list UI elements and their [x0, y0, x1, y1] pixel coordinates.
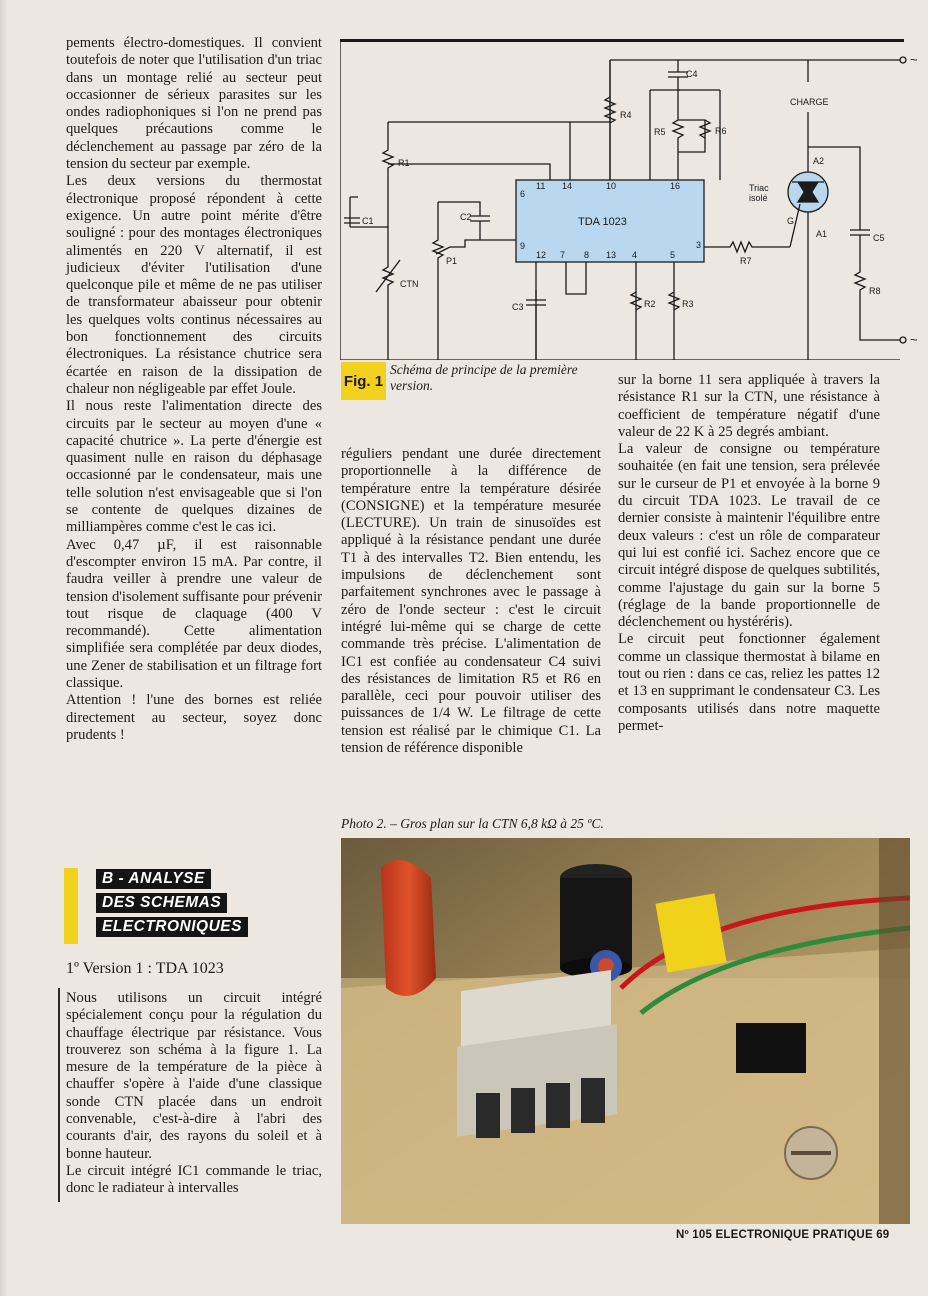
section-marker	[64, 868, 78, 944]
section-heading-line-3: ELECTRONIQUES	[96, 917, 248, 937]
circuit-schematic	[340, 42, 928, 360]
paragraph: Nous utilisons un circuit intégré spécialement conçu pour la régulation du chauffage électrique par résistance. Vous trouverez son schéma à la figure 1. La mesure de la température de la pièce à chauffer s'opère à l'aide d'une classique sonde CTN placée dans un endroit convenable, c'est-à-dire à l'abri des courants d'air, des rayons du soleil et à bonne hauteur.	[66, 990, 322, 1162]
svg-text:R7: R7	[740, 256, 752, 266]
svg-text:A2: A2	[813, 156, 825, 166]
paragraph: Attention ! l'une des bornes est reliée directement au secteur, soyez donc prudents !	[66, 692, 322, 743]
svg-text:C2: C2	[460, 212, 472, 222]
photo-caption: Photo 2. – Gros plan sur la CTN 6,8 kΩ à 25 ºC.	[341, 816, 604, 831]
svg-text:CTN: CTN	[400, 279, 419, 289]
svg-text:Triac: Triac	[749, 183, 769, 193]
svg-text:12: 12	[536, 250, 547, 260]
column-1-continued	[66, 990, 322, 1198]
svg-text:6: 6	[520, 189, 526, 199]
svg-text:R4: R4	[620, 110, 632, 120]
circuit-board-photo	[341, 838, 910, 1224]
svg-text:R1: R1	[398, 158, 410, 168]
svg-text:C4: C4	[686, 69, 698, 79]
svg-text:C5: C5	[873, 233, 885, 243]
svg-text:13: 13	[606, 250, 617, 260]
paragraph: Le circuit peut fonctionner également comme un classique thermostat à bilame en tout ou rien : dans ce cas, reliez les pattes 12 et 13 en supprimant le condensateur C3. Les composants utilisés dans notre maquette permet-	[618, 631, 880, 734]
svg-text:R5: R5	[654, 127, 666, 137]
svg-text:16: 16	[670, 181, 681, 191]
scan-edge	[0, 0, 8, 1296]
paragraph: réguliers pendant une durée directement proportionnelle à la différence de température entre la température désirée (CONSIGNE) et la température mesurée (LECTURE). Un train de sinusoïdes est appliqué à la résistance pendant une durée T1 à des intervalles T2. Bien entendu, les impulsions de déclenchement sont parfaitement synchrones avec le passage à zéro de l'onde secteur : c'est le circuit intégré lui-même qui se charge de cette commande très précise. L'alimentation de IC1 est confiée au condensateur C4 suivi des résistances de limitation R5 et R6 en parallèle, ceci pour pouvoir utiliser des puissances de 1/4 W. Le filtrage de cette tension est réalisé par le chimique C1. La tension de référence disponible	[341, 446, 601, 757]
column-3	[618, 372, 880, 735]
ic-label: TDA 1023	[578, 216, 627, 228]
svg-text:isolé: isolé	[749, 193, 768, 203]
page-footer: Nº 105 ELECTRONIQUE PRATIQUE 69	[676, 1229, 890, 1241]
svg-text:G: G	[787, 216, 795, 226]
column-2	[341, 446, 601, 757]
label-charge: CHARGE	[790, 97, 829, 107]
figure-caption: Schéma de principe de la première version.	[390, 362, 578, 393]
section-heading-line-1: B - ANALYSE	[96, 869, 211, 889]
paragraph: La valeur de consigne ou température souhaitée (en fait une tension, sera prélevée sur le curseur de P1 et envoyée à la borne 9 du circuit TDA 1023. Le travail de ce dernier consiste à maintenir l'équilibre entre deux valeurs : c'est un rôle de comparateur qui lui est confié ici. Sachez encore que ce circuit intégré dispose de quelques subtilités, comme l'ajustage du gain sur la borne 5 (réglage de la bande proportionnelle de déclenchement ou hystéréris).	[618, 441, 880, 631]
svg-text:9: 9	[520, 241, 526, 251]
svg-text:5: 5	[670, 250, 676, 260]
paragraph: Il nous reste l'alimentation directe des circuits par le secteur au moyen d'une « capacité chutrice ». La perte d'énergie est quasiment nulle en raison du déphasage occasionné par le condensateur, mais une telle solution n'est envisageable que si l'on se contente de quelques dizaines de milliampères comme c'est le cas ici.	[66, 398, 322, 536]
svg-text:C1: C1	[362, 216, 374, 226]
margin-rule	[58, 988, 60, 1202]
paragraph: sur la borne 11 sera appliquée à travers la résistance R1 sur la CTN, une résistance à coefficient de température négatif d'une valeur de 22 K à 25 degrés ambiant.	[618, 372, 880, 440]
paragraph: pements électro-domestiques. Il convient toutefois de noter que l'utilisation d'un triac dans un montage relié au secteur peut occasionner de sérieux parasites sur les ondes radiophoniques si l'on ne prend pas quelques précautions comme le déclenchement au passage par zéro de la tension du secteur par exemple.	[66, 35, 322, 173]
svg-text:~: ~	[910, 332, 918, 347]
svg-text:3: 3	[696, 240, 702, 250]
svg-text:R2: R2	[644, 299, 656, 309]
subsection-title: 1º Version 1 : TDA 1023	[66, 960, 224, 977]
paragraph: Les deux versions du thermostat électronique proposé répondent à cette exigence. Un autre point mérite d'être souligné : pour des montages électroniques alimentés en 220 V alternatif, il est judicieux d'éviter l'utilisation d'une quelconque pile et même de ne pas utiliser de transformateur abaisseur pour obtenir les quelques volts continus nécessaires au bon fonctionnement des circuits électroniques. La résistance chutrice sera écartée en raison de la dissipation de chaleur non négligeable par effet Joule.	[66, 173, 322, 397]
figure-tag: Fig. 1	[341, 362, 386, 400]
paragraph: Avec 0,47 µF, il est raisonnable d'escompter environ 15 mA. Par contre, il faudra veiller à prendre une valeur de tension d'isolement suffisante pour prévenir tout risque de claquage (400 V recommandé). Cette alimentation simplifiée sera complétée par deux diodes, une Zener de stabilisation et un filtrage fort classique.	[66, 536, 322, 691]
svg-text:A1: A1	[816, 229, 828, 239]
svg-text:R3: R3	[682, 299, 694, 309]
svg-text:7: 7	[560, 250, 566, 260]
svg-text:11: 11	[536, 181, 546, 191]
column-1	[66, 35, 322, 744]
svg-text:8: 8	[584, 250, 590, 260]
svg-text:10: 10	[606, 181, 617, 191]
svg-text:14: 14	[562, 181, 573, 191]
svg-text:4: 4	[632, 250, 638, 260]
svg-text:P1: P1	[446, 256, 458, 266]
svg-text:R8: R8	[869, 286, 881, 296]
svg-text:R6: R6	[715, 126, 727, 136]
svg-text:C3: C3	[512, 302, 524, 312]
svg-text:~: ~	[910, 52, 918, 67]
section-heading-line-2: DES SCHEMAS	[96, 893, 227, 913]
paragraph: Le circuit intégré IC1 commande le triac, donc le radiateur à intervalles	[66, 1162, 322, 1197]
